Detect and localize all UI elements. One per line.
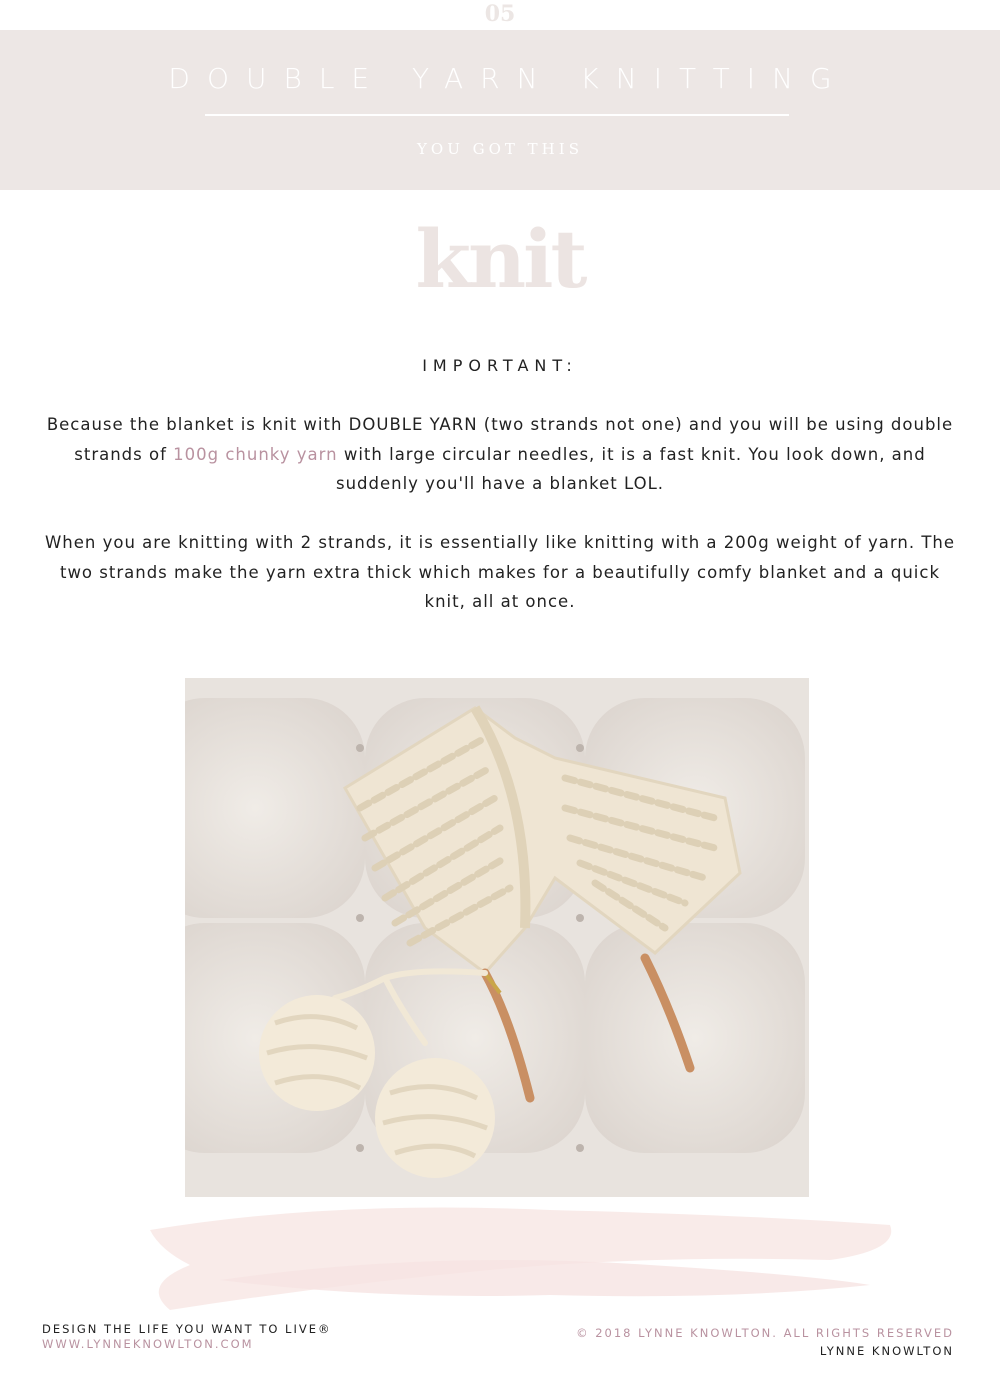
paragraph-intro <box>40 410 960 499</box>
footer-right <box>576 1324 954 1360</box>
header-banner <box>0 30 1000 190</box>
footer-tagline: DESIGN THE LIFE YOU WANT TO LIVE® <box>42 1322 332 1336</box>
page-number: 05 <box>484 1 516 27</box>
footer-copyright: © 2018 LYNNE KNOWLTON. ALL RIGHTS RESERVED <box>576 1326 954 1340</box>
paragraph-strands: When you are knitting with 2 strands, it is essentially like knitting with a 200g weight of yarn. The two strands make the yarn extra thick which makes for a beautifully comfy blanket and a quick knit, all at once. <box>44 533 956 611</box>
knitting-illustration <box>185 678 809 1197</box>
footer-website-link[interactable]: WWW.LYNNEKNOWLTON.COM <box>42 1337 254 1351</box>
banner-title: DOUBLE YARN KNITTING <box>168 62 849 95</box>
banner-divider <box>205 114 789 116</box>
footer-author: LYNNE KNOWLTON <box>819 1344 954 1358</box>
chunky-yarn-link[interactable]: 100g chunky yarn <box>173 444 338 464</box>
important-label: IMPORTANT: <box>422 356 578 375</box>
paragraph-intro-text-b: with large circular needles, it is a fast knit. You look down, and suddenly you'll have a blanket LOL. <box>335 444 926 493</box>
footer-left <box>42 1322 332 1352</box>
section-heading: knit <box>415 212 585 306</box>
banner-subtitle: YOU GOT THIS <box>417 140 583 158</box>
paragraph-intro-text-a: Because the blanket is knit with DOUBLE YARN (two strands not one) and you will be using double strands of <box>46 415 954 464</box>
brush-stroke-decoration <box>130 1190 910 1320</box>
knitting-photo <box>185 678 809 1197</box>
